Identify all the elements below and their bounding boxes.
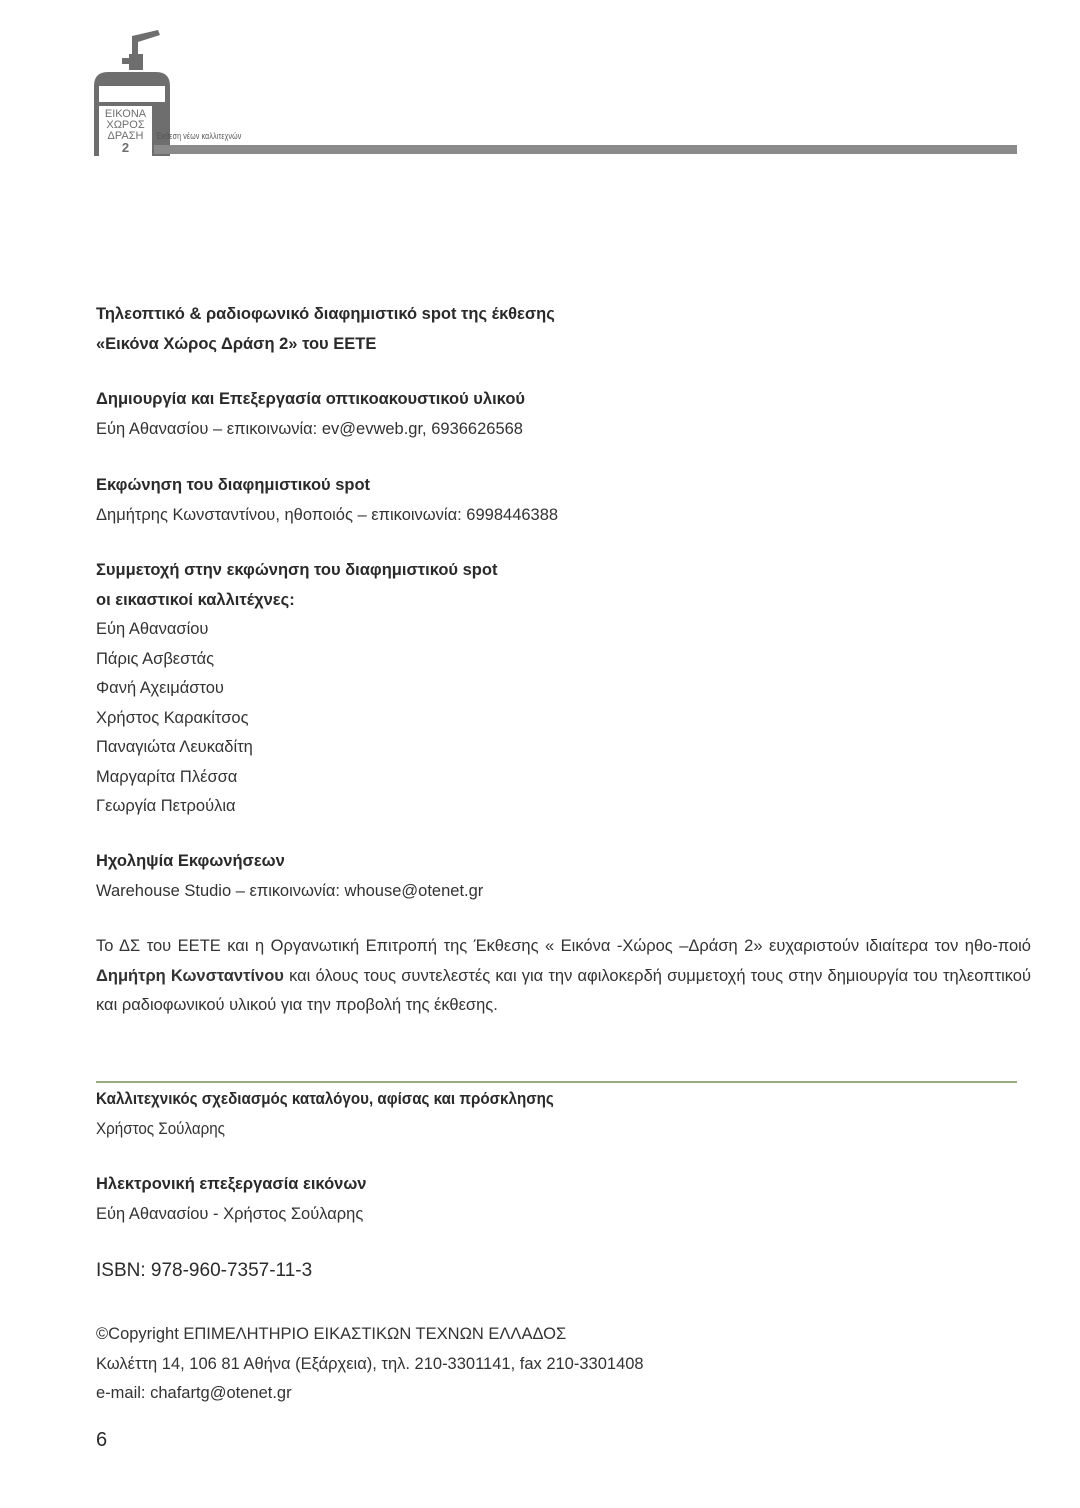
spot-title-line-2: «Εικόνα Χώρος Δράση 2» του ΕΕΤΕ [96,334,377,353]
artist-name: Μαργαρίτα Πλέσσα [96,767,238,786]
creation-heading: Δημιουργία και Επεξεργασία οπτικοακουστικού υλικού [96,390,525,408]
recording-section [96,847,483,906]
copyright-email: e-mail: chafartg@otenet.gr [96,1384,292,1402]
spot-title-section [96,300,555,359]
thanks-text-part-1: Το ΔΣ του ΕΕΤΕ και η Οργανωτική Επιτροπή της Έκθεσης « Εικόνα -Χώρος –Δράση 2» ευχαριστούν ιδιαίτερα τον ηθο-ποιό [96,937,1031,955]
logo-text-line-3: ΔΡΑΣΗ [107,130,144,142]
creation-text: Εύη Αθανασίου – επικοινωνία: ev@evweb.gr, 6936626568 [96,419,523,438]
copyright-line-1: ©Copyright ΕΠΙΜΕΛΗΤΗΡΙΟ ΕΙΚΑΣΤΙΚΩΝ ΤΕΧΝΩΝ ΕΛΛΑΔΟΣ [96,1325,567,1343]
artist-name: Φανή Αχειμάστου [96,679,224,697]
artist-name: Εύη Αθανασίου [96,620,209,638]
copyright-address: Κωλέττη 14, 106 81 Αθήνα (Εξάρχεια), τηλ. 210-3301141, fax 210-3301408 [96,1354,644,1373]
logo-window [99,86,165,102]
image-processing-section [96,1170,366,1229]
logo-text-line-4: 2 [121,140,130,155]
header-bar [154,145,1017,154]
isbn: ISBN: 978-960-7357-11-3 [96,1260,313,1281]
image-processing-text: Εύη Αθανασίου - Χρήστος Σούλαρης [96,1204,364,1223]
artist-name: Χρήστος Καρακίτσος [96,708,249,727]
participation-heading-line-2: οι εικαστικοί καλλιτέχνες: [96,590,295,609]
logo-text-line-1: ΕΙΚΟΝΑ [104,108,147,120]
spot-title-line-1: Τηλεοπτικό & ραδιοφωνικό διαφημιστικό spot της έκθεσης [96,305,555,323]
thanks-bold-name: Δημήτρη Κωνσταντίνου [96,966,284,985]
logo-valve [122,58,130,64]
design-section [96,1085,594,1144]
artist-name: Παναγιώτα Λευκαδίτη [96,738,253,756]
thanks-paragraph [96,932,1031,1021]
recording-heading: Ηχοληψία Εκφωνήσεων [96,852,285,870]
narration-text: Δημήτρης Κωνσταντίνου, ηθοποιός – επικοινωνία: 6998446388 [96,505,559,524]
design-text: Χρήστος Σούλαρης [96,1119,225,1138]
logo-text-line-2: ΧΩΡΟΣ [106,119,145,131]
copyright-section [96,1320,644,1409]
narration-heading: Εκφώνηση του διαφημιστικού spot [96,476,371,494]
participation-heading-line-1: Συμμετοχή στην εκφώνηση του διαφημιστικού spot [96,561,498,579]
recording-text: Warehouse Studio – επικοινωνία: whouse@otenet.gr [96,881,484,900]
image-processing-heading: Ηλεκτρονική επεξεργασία εικόνων [96,1175,367,1193]
artist-name: Γεωργία Πετρούλια [96,797,236,815]
page-number: 6 [96,1429,108,1451]
thanks-text-part-2: και όλους τους συντελεστές και για την αφιλοκερδή συμμετοχή τους στην δημιουργία του τηλεοπτικού και ραδιοφωνικού υλικού για την προβολή της έκθεσης. [96,966,1031,1014]
header-subtitle: Έκθεση νέων καλλιτεχνών [156,131,242,141]
logo-nozzle [132,30,160,56]
artist-name: Πάρις Ασβεστάς [96,649,215,668]
design-heading: Καλλιτεχνικός σχεδιασμός καταλόγου, αφίσας και πρόσκλησης [96,1090,554,1108]
section-divider [96,1081,1017,1083]
participation-section [96,556,497,822]
creation-section [96,385,525,444]
narration-section [96,471,558,530]
logo-neck [129,54,143,70]
